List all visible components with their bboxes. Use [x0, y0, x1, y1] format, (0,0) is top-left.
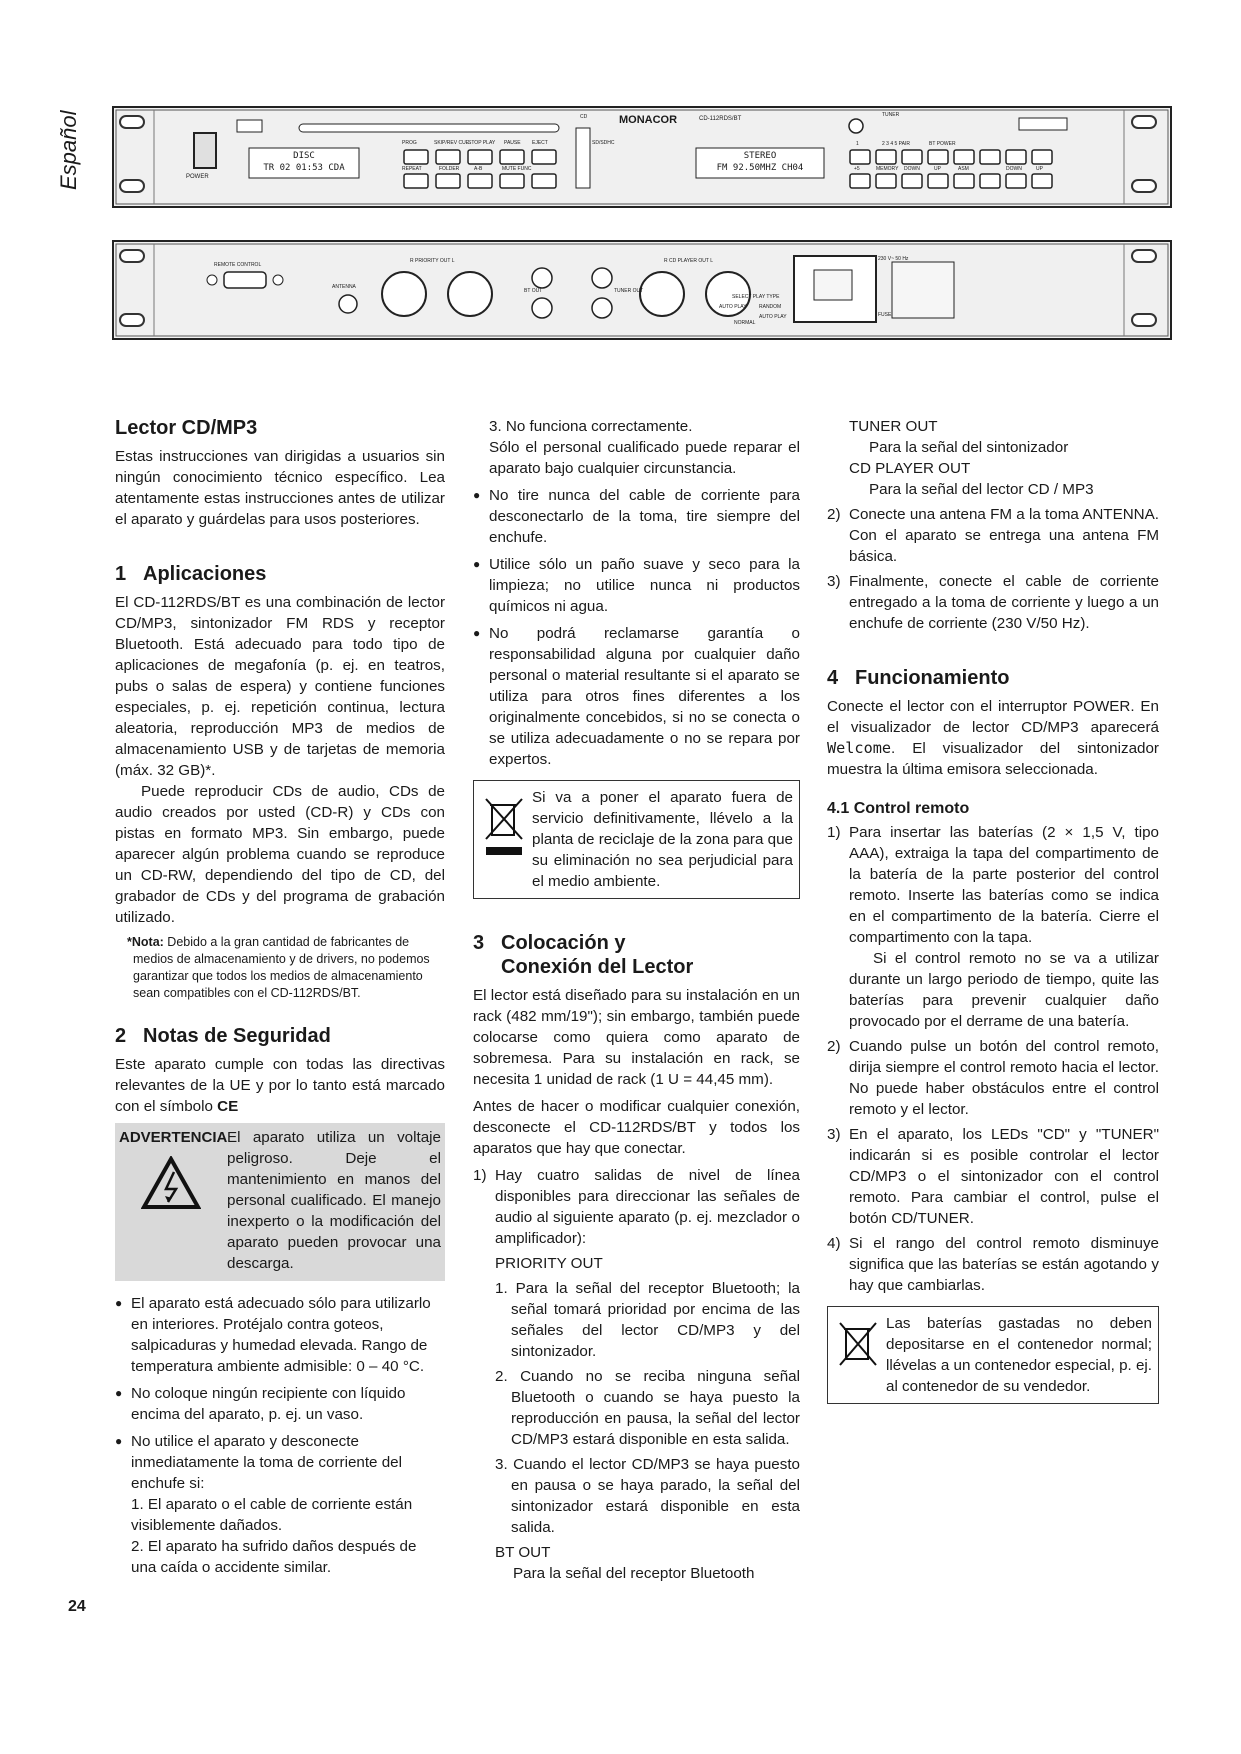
panel-label-plus5: +5 — [854, 166, 860, 172]
safety-bullet-3-sub-2: 2. El aparato ha sufrido daños después de una caída o accidente similar. — [131, 1538, 417, 1576]
s1-paragraph-2: Puede reproducir CDs de audio, CDs de audio creados por usted (CD-R) y CDs con pistas en formato MP3. Sin embargo, puede aparecer algún problema cuando se reproduce un CD-RW, dependiendo del tipo de CD, del grabador de CDs y del programa de grabación utilizado. — [115, 783, 445, 926]
front-panel-illustration — [112, 106, 1172, 208]
note-text: Debido a la gran cantidad de fabricantes de medios de almacenamiento y de drivers, no podemos garantizar que todos los medios de almacenamiento sean compatibles con el CD-112RDS/BT. — [133, 935, 430, 1000]
warning-side — [119, 1127, 227, 1277]
s2-paragraph-1 — [115, 1054, 445, 1117]
panel-label-sd: SD/SDHC — [592, 140, 615, 146]
panel-label-down2: DOWN — [1006, 166, 1022, 172]
panel-label-skip: SKIP/REV CUE — [434, 140, 470, 146]
warning-label: ADVERTENCIA — [119, 1129, 228, 1146]
section-3-heading — [473, 931, 800, 979]
lcd-right-line2: FM 92.50MHZ CH04 — [716, 163, 804, 173]
remote-item-1-number: 1) — [827, 824, 841, 841]
panel-label-up2: UP — [1036, 166, 1043, 172]
panel-label-pair: 2 3 4 5 PAIR — [882, 141, 910, 147]
rear-label-select: SELECT PLAY TYPE — [732, 294, 780, 300]
brand-logo: MONACOR — [619, 114, 678, 126]
crossed-bin-icon — [482, 795, 526, 861]
panel-label-eject: EJECT — [532, 140, 548, 146]
column-1 — [115, 416, 445, 1578]
ce-mark: CE — [217, 1098, 239, 1115]
intro-paragraph: Estas instrucciones van dirigidas a usuarios sin ningún conocimiento técnico específico. Lea atentamente estas instrucciones antes de utilizar el aparato y guárdelas para usos posteriores. — [115, 448, 445, 528]
safety-bullet-1: ● El aparato está adecuado sólo para utilizarlo en interiores. Protéjalo contra goteos, salpicaduras y humedad elevada. Rango de temperatura ambiente admisible: 0 – 40 °C. — [115, 1293, 445, 1377]
rear-label-autoplay: AUTO PLAY — [719, 304, 747, 310]
recycling-notice — [473, 780, 800, 899]
bt-out-label: BT OUT — [495, 1544, 551, 1561]
note-label: *Nota: — [127, 935, 164, 949]
panel-label-mute: MUTE FUNC — [502, 166, 532, 172]
panel-label-tuner: TUNER — [882, 112, 900, 118]
panel-label-pause: PAUSE — [504, 140, 521, 146]
panel-label-cd: CD — [580, 114, 588, 120]
s3-item-1-number: 1) — [473, 1167, 487, 1184]
column-3 — [827, 416, 1159, 1404]
s3-item-2-text: Conecte una antena FM a la toma ANTENNA. Con el aparato se entrega una antena FM básica. — [849, 506, 1159, 565]
s2-paragraph-1-text: Este aparato cumple con todas las directivas relevantes de la UE y por lo tanto está marcado con el símbolo — [115, 1056, 445, 1115]
remote-item-3 — [827, 1124, 1159, 1229]
remote-item-4 — [827, 1233, 1159, 1296]
tuner-out-label: TUNER OUT — [849, 418, 938, 435]
recycling-text: Si va a poner el aparato fuera de servicio definitivamente, llévelo a la planta de reciclaje de la zona para que su eliminación no sea perjudicial para el medio ambiente. — [532, 789, 793, 890]
model-label: CD-112RDS/BT — [699, 116, 742, 122]
remote-item-2-text: Cuando pulse un botón del control remoto, dirija siempre el control remoto hacia el lector. No puede haber obstáculos entre el control remoto y el lector. — [849, 1038, 1159, 1118]
side-language-label: Español — [56, 110, 81, 190]
section-4-1-heading: 4.1 Control remoto — [827, 800, 970, 817]
panel-label-prog: PROG — [402, 140, 417, 146]
remote-item-2-number: 2) — [827, 1038, 841, 1055]
rear-label-voltage: 230 V~ 50 Hz — [878, 256, 909, 262]
panel-label-memory: MEMORY — [876, 166, 899, 172]
remote-item-1 — [827, 822, 1159, 948]
safety-bullet-4: ● No tire nunca del cable de corriente para desconectarlo de la toma, tire siempre del enchufe. — [473, 485, 800, 548]
rear-label-random: RANDOM — [759, 304, 782, 310]
panel-label-ab: A-B — [474, 166, 483, 172]
section-3-number: 3 — [473, 932, 485, 954]
bt-out-desc: Para la señal del receptor Bluetooth — [513, 1565, 755, 1582]
lcd-left — [252, 150, 356, 174]
cd-out-label: CD PLAYER OUT — [849, 460, 971, 477]
section-1-number: 1 — [115, 563, 127, 585]
crossed-bin-icon — [836, 1319, 880, 1375]
rear-label-fuse: FUSE — [878, 312, 892, 318]
rear-panel-illustration — [112, 240, 1172, 340]
tuner-out-desc: Para la señal del sintonizador — [869, 439, 1069, 456]
column-2 — [473, 416, 800, 1584]
cd-out-desc: Para la señal del lector CD / MP3 — [869, 481, 1094, 498]
section-2-title: Notas de Seguridad — [143, 1025, 331, 1047]
rear-label-antenna: ANTENNA — [332, 284, 356, 290]
section-1-title: Aplicaciones — [143, 563, 267, 585]
panel-label-btpower: BT POWER — [929, 141, 956, 147]
s3-item-1 — [473, 1165, 800, 1249]
section-2-heading — [115, 1024, 445, 1048]
note — [115, 934, 445, 1002]
panel-label-stop: STOP PLAY — [468, 140, 496, 146]
safety-bullet-3-sub-1: 1. El aparato o el cable de corriente están visiblemente dañados. — [131, 1496, 413, 1534]
panel-label-1: 1 — [856, 141, 859, 147]
power-label: POWER — [186, 174, 209, 180]
s3-item-3-number: 3) — [827, 573, 841, 590]
rear-label-remote: REMOTE CONTROL — [214, 262, 262, 268]
rear-label-btout: BT OUT — [524, 288, 543, 294]
remote-item-3-number: 3) — [827, 1126, 841, 1143]
section-4-number: 4 — [827, 667, 839, 689]
lcd-left-line2: TR 02 01:53 CDA — [263, 163, 345, 173]
safety-bullet-5: ● Utilice sólo un paño suave y seco para la limpieza; no utilice nunca ni productos químicos ni agua. — [473, 554, 800, 617]
s3-item-3-text: Finalmente, conecte el cable de corriente entregado a la toma de corriente y luego a un enchufe de corriente (230 V/50 Hz). — [849, 573, 1159, 632]
panel-label-folder: FOLDER — [439, 166, 460, 172]
s1-paragraph-1: El CD-112RDS/BT es una combinación de lector CD/MP3, sintonizador FM RDS y receptor Bluetooth. Está adecuado para todo tipo de aplicaciones de megafonía (p. ej. en teatros, pubs o salas de espera) y contiene funciones especiales, p. ej. repetición continua, lectura aleatoria, reproducción MP3 de medios de almacenamiento USB y de tarjetas de memoria (máx. 32 GB)*. — [115, 594, 445, 779]
lcd-left-line1: DISC — [293, 151, 315, 161]
remote-item-2 — [827, 1036, 1159, 1120]
warning-text: El aparato utiliza un voltaje peligroso. Deje el mantenimiento en manos del personal cualificado. El manejo inexperto o la modificación del aparato pueden provocar una descarga. — [227, 1129, 441, 1272]
section-4-title: Funcionamiento — [855, 667, 1010, 689]
priority-out-1: 1. Para la señal del receptor Bluetooth; la señal tomará prioridad por encima de las señales del lector CD/MP3 y del sintonizador. — [495, 1280, 800, 1360]
panel-label-up: UP — [934, 166, 941, 172]
section-2-number: 2 — [115, 1025, 127, 1047]
doc-title: Lector CD/MP3 — [115, 417, 258, 439]
panel-label-down: DOWN — [904, 166, 920, 172]
s3-item-2-number: 2) — [827, 506, 841, 523]
safety-bullet-3-after: Sólo el personal cualificado puede reparar el aparato bajo cualquier circunstancia. — [489, 439, 800, 477]
remote-item-4-text: Si el rango del control remoto disminuye significa que las baterías se están agotando y hay que cambiarlas. — [849, 1235, 1159, 1294]
panel-label-repeat: REPEAT — [402, 166, 422, 172]
battery-disposal-notice — [827, 1306, 1159, 1404]
safety-bullet-3-sub-3: 3. No funciona correctamente. — [489, 418, 693, 435]
s3-item-3 — [827, 571, 1159, 634]
s3-paragraph-2: Antes de hacer o modificar cualquier conexión, desconecte el CD-112RDS/BT y todos los aparatos que hay que conectar. — [473, 1098, 800, 1157]
remote-item-1-text: Para insertar las baterías (2 × 1,5 V, tipo AAA), extraiga la tapa del compartimento de la batería de la parte posterior del control remoto. Inserte las baterías como se indica en el compartimento de la batería. Cierre el compartimento con la tapa. — [849, 824, 1159, 946]
priority-out-2: 2. Cuando no se reciba ninguna señal Bluetooth o cuando se haya puesto la reproducción en pausa, la señal del lector CD/MP3 estará disponible en esta salida. — [495, 1368, 800, 1448]
warning-icon — [141, 1156, 201, 1210]
s4-paragraph-1 — [827, 696, 1159, 780]
safety-bullet-6: ● No podrá reclamarse garantía o responsabilidad alguna por cualquier daño personal o material resultante si el aparato se utiliza para otros fines diferentes a los originalmente concebidos, si no se conecta o se utiliza adecuadamente o no se repara por expertos. — [473, 623, 800, 770]
rear-label-tunerout: TUNER OUT — [614, 288, 644, 294]
warning-box — [115, 1123, 445, 1281]
rear-label-priority: R PRIORITY OUT L — [410, 258, 455, 264]
s3-item-2 — [827, 504, 1159, 567]
page-number: 24 — [68, 1598, 86, 1615]
section-3-title-line2: Conexión del Lector — [501, 956, 694, 978]
s4-paragraph-1-a: Conecte el lector con el interruptor POWER. En el visualizador de lector CD/MP3 aparecerá — [827, 698, 1159, 736]
safety-bullet-2: ● No coloque ningún recipiente con líquido encima del aparato, p. ej. un vaso. — [115, 1383, 445, 1425]
lcd-right-line1: STEREO — [743, 151, 777, 161]
section-4-heading — [827, 666, 1159, 690]
s3-item-1-text: Hay cuatro salidas de nivel de línea disponibles para direccionar las señales de audio al siguiente aparato (p. ej. mezclador o amplificador): — [495, 1167, 800, 1247]
s4-paragraph-1-b: . El visualizador del sintonizador muestra la última emisora seleccionada. — [827, 740, 1159, 778]
section-1-heading — [115, 562, 445, 586]
safety-bullet-3: ● No utilice el aparato y desconecte inmediatamente la toma de corriente del enchufe si: — [115, 1431, 445, 1494]
priority-out-3: 3. Cuando el lector CD/MP3 se haya puesto en pausa o se haya parado, la señal del sintonizador estará disponible en esta salida. — [495, 1456, 800, 1536]
welcome-display-text: Welcome — [827, 739, 892, 757]
priority-out-label: PRIORITY OUT — [495, 1255, 603, 1272]
remote-item-3-text: En el aparato, los LEDs "CD" y "TUNER" indicarán si es posible controlar el lector CD/MP3 o el sintonizador con el control remoto. Para cambiar el control, pulse el botón CD/TUNER. — [849, 1126, 1159, 1227]
rear-label-normal: NORMAL — [734, 320, 756, 326]
remote-item-1-extra: Si el control remoto no se va a utilizar durante un largo periodo de tiempo, quite las baterías para prevenir cualquier daño provocado por el derrame de una batería. — [849, 950, 1159, 1030]
section-3-title-line1: Colocación y — [501, 932, 626, 954]
rear-label-cdout: R CD PLAYER OUT L — [664, 258, 713, 264]
panel-label-asm: ASM — [958, 166, 969, 172]
lcd-right — [699, 150, 821, 174]
rear-label-autoplay2: AUTO PLAY — [759, 314, 787, 320]
battery-disposal-text: Las baterías gastadas no deben depositarse en el contenedor normal; llévelas a un contenedor especial, p. ej. al contenedor de su vendedor. — [886, 1315, 1152, 1395]
remote-item-4-number: 4) — [827, 1235, 841, 1252]
s3-paragraph-1: El lector está diseñado para su instalación en un rack (482 mm/19"); sin embargo, también puede colocarse como quiera como aparato de sobremesa. Para su instalación en rack, se necesita 1 unidad de rack (1 U = 44,45 mm). — [473, 987, 800, 1088]
